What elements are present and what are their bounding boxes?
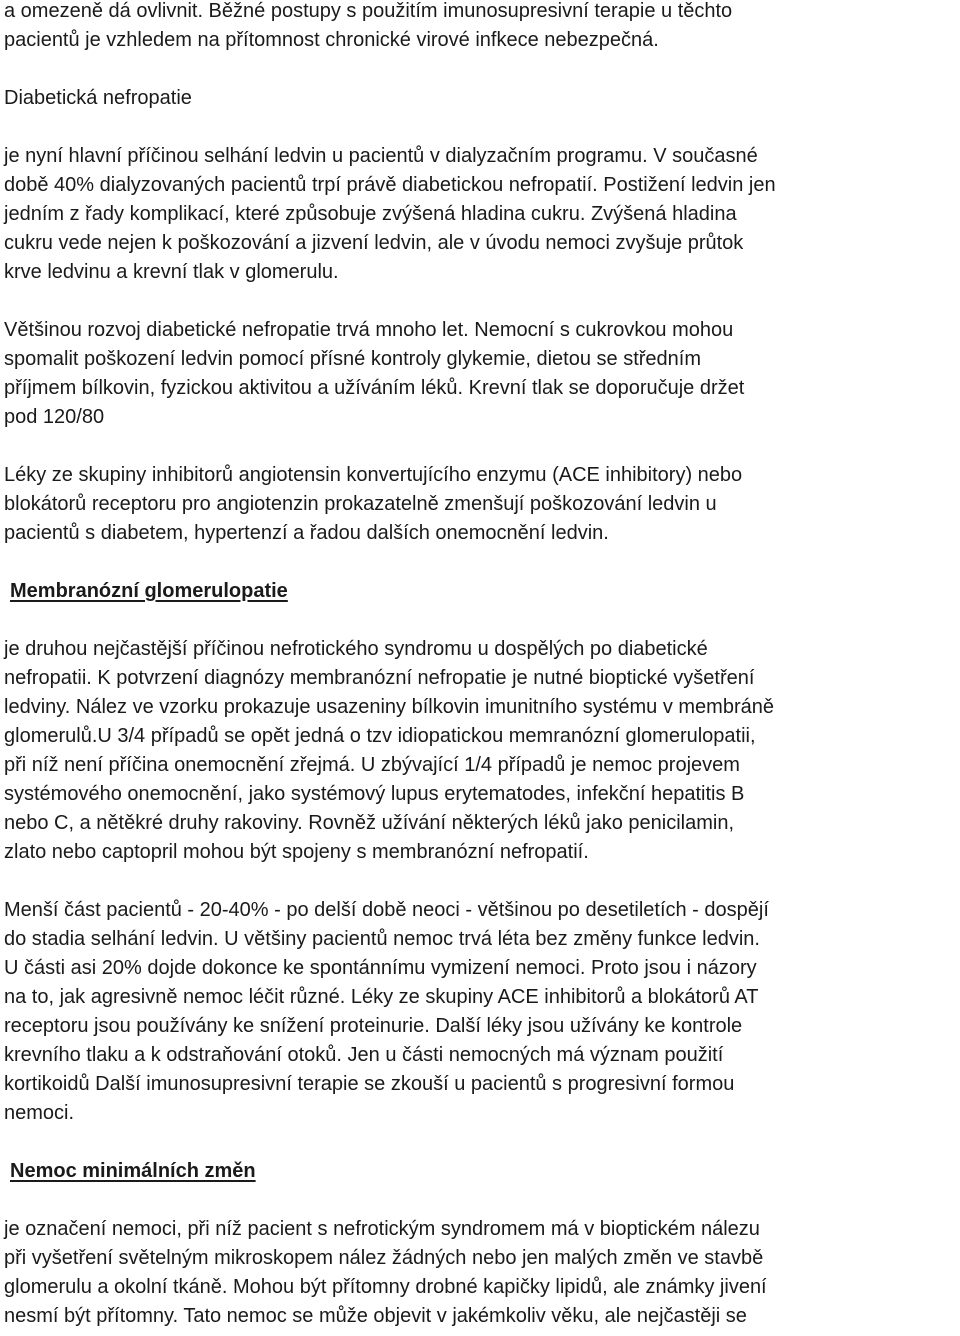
text-line: pod 120/80: [4, 406, 105, 428]
text-line: nemoci.: [4, 1102, 75, 1124]
document-page: [4, 0, 958, 1331]
text-line: nefropatii. K potvrzení diagnózy membranózní nefropatie je nutné bioptické vyšetření: [4, 667, 755, 689]
text-line: cukru vede nejen k poškozování a jizvení ledvin, ale v úvodu nemoci zvyšuje průtok: [4, 232, 744, 254]
text-line: krve ledvinu a krevní tlak v glomerulu.: [4, 261, 339, 283]
minimal-change-paragraph-1: [4, 1215, 958, 1331]
text-line: při níž není příčina onemocnění zřejmá. U zbývající 1/4 případů je nemoc projevem: [4, 754, 740, 776]
text-line: receptoru jsou používány ke snížení proteinurie. Další léky jsou užívány ke kontrole: [4, 1015, 743, 1037]
section-heading-minimal-change: [4, 1157, 958, 1186]
text-line: Léky ze skupiny inhibitorů angiotensin konvertujícího enzymu (ACE inhibitory) nebo: [4, 464, 743, 486]
heading-text: Membranózní glomerulopatie: [10, 580, 288, 602]
membranous-paragraph-2: [4, 896, 958, 1128]
text-line: zlato nebo captopril mohou být spojeny s membranózní nefropatií.: [4, 841, 589, 863]
text-line: je nyní hlavní příčinou selhání ledvin u pacientů v dialyzačním programu. V současné: [4, 145, 758, 167]
text-line: pacientů je vzhledem na přítomnost chronické virové infkece nebezpečná.: [4, 29, 659, 51]
diabetic-paragraph-3: [4, 461, 958, 548]
text-line: pacientů s diabetem, hypertenzí a řadou dalších onemocnění ledvin.: [4, 522, 609, 544]
section-heading-membranous: [4, 577, 958, 606]
text-line: systémového onemocnění, jako systémový lupus erytematodes, infekční hepatitis B: [4, 783, 745, 805]
text-line: době 40% dialyzovaných pacientů trpí právě diabetickou nefropatií. Postižení ledvin jen: [4, 174, 776, 196]
text-line: ledviny. Nález ve vzorku prokazuje usazeniny bílkovin imunitního systému v membráně: [4, 696, 774, 718]
intro-paragraph: [4, 0, 958, 55]
text-line: glomerulu a okolní tkáně. Mohou být přítomny drobné kapičky lipidů, ale známky jivení: [4, 1276, 767, 1298]
text-line: na to, jak agresivně nemoc léčit různé. Léky ze skupiny ACE inhibitorů a blokátorů AT: [4, 986, 759, 1008]
text-line: U části asi 20% dojde dokonce ke spontánnímu vymizení nemoci. Proto jsou i názory: [4, 957, 757, 979]
text-line: a omezeně dá ovlivnit. Běžné postupy s použitím imunosupresivní terapie u těchto: [4, 0, 733, 22]
text-line: glomerulů.U 3/4 případů se opět jedná o tzv idiopatickou memranózní glomerulopatii,: [4, 725, 756, 747]
diabetic-paragraph-1: [4, 142, 958, 287]
text-line: kortikoidů Další imunosupresivní terapie se zkouší u pacientů s progresivní formou: [4, 1073, 735, 1095]
text-line: příjmem bílkovin, fyzickou aktivitou a užíváním léků. Krevní tlak se doporučuje držet: [4, 377, 745, 399]
heading-text: Nemoc minimálních změn: [10, 1160, 256, 1182]
text-line: nebo C, a nětěkré druhy rakoviny. Rovněž užívání některých léků jako penicilamin,: [4, 812, 735, 834]
text-line: do stadia selhání ledvin. U většiny pacientů nemoc trvá léta bez změny funkce ledvin.: [4, 928, 760, 950]
text-line: je druhou nejčastější příčinou nefrotického syndromu u dospělých po diabetické: [4, 638, 708, 660]
text-line: spomalit poškození ledvin pomocí přísné kontroly glykemie, dietou se středním: [4, 348, 702, 370]
section-heading-diabetic: Diabetická nefropatie: [4, 87, 192, 109]
text-line: nesmí být přítomny. Tato nemoc se může objevit v jakémkoliv věku, ale nejčastěji se: [4, 1305, 747, 1327]
text-line: je označení nemoci, při níž pacient s nefrotickým syndromem má v bioptickém nálezu: [4, 1218, 760, 1240]
text-line: při vyšetření světelným mikroskopem nález žádných nebo jen malých změn ve stavbě: [4, 1247, 764, 1269]
text-line: blokátorů receptoru pro angiotenzin prokazatelně zmenšují poškozování ledvin u: [4, 493, 717, 515]
text-line: krevního tlaku a k odstraňování otoků. Jen u části nemocných má význam použití: [4, 1044, 724, 1066]
membranous-paragraph-1: [4, 635, 958, 867]
text-line: Většinou rozvoj diabetické nefropatie trvá mnoho let. Nemocní s cukrovkou mohou: [4, 319, 734, 341]
text-line: jedním z řady komplikací, které způsobuje zvýšená hladina cukru. Zvýšená hladina: [4, 203, 737, 225]
text-line: Menší část pacientů - 20-40% - po delší době neoci - většinou po desetiletích - dospějí: [4, 899, 769, 921]
diabetic-paragraph-2: [4, 316, 958, 432]
